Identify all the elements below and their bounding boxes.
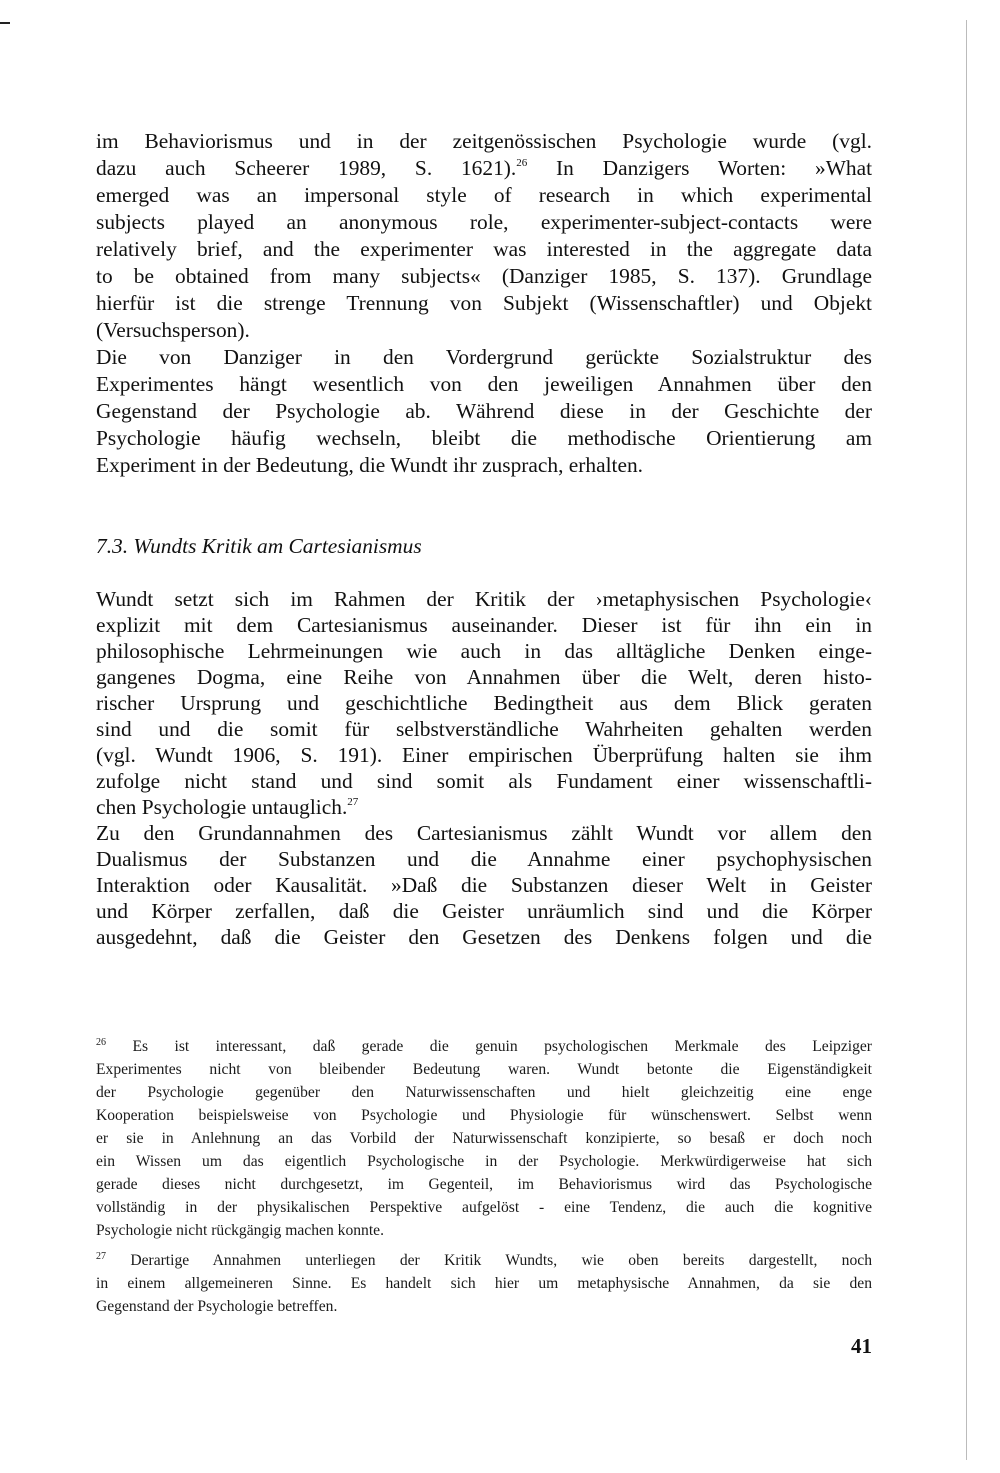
body-line: subjects played an anonymous role, experimenter-subject-contacts were bbox=[96, 210, 872, 234]
footnote-line: Gegenstand der Psychologie betreffen. bbox=[96, 1298, 338, 1315]
body-line: hierfür ist die strenge Trennung von Subjekt (Wissenschaftler) und Objekt bbox=[96, 291, 872, 315]
body-line bbox=[96, 155, 872, 181]
body-line: (Versuchsperson). bbox=[96, 318, 250, 342]
footnote-line: Kooperation beispielsweise von Psychologie und Physiologie für wünschenswert. Selbst wenn bbox=[96, 1107, 872, 1124]
body-line: im Behaviorismus und in der zeitgenössischen Psychologie wurde (vgl. bbox=[96, 129, 872, 153]
body-line: emerged was an impersonal style of research in which experimental bbox=[96, 183, 872, 207]
footnote-line: Experimentes nicht von bleibender Bedeutung waren. Wundt betonte die Eigenständigkeit bbox=[96, 1061, 872, 1078]
section-line bbox=[96, 794, 872, 820]
page-number: 41 bbox=[851, 1334, 872, 1358]
footnote-line-text: Es ist interessant, daß gerade die genuin psychologischen Merkmale des Leipziger bbox=[106, 1038, 872, 1055]
body-line: to be obtained from many subjects« (Danziger 1985, S. 137). Grundlage bbox=[96, 264, 872, 288]
footnote-line-text: Derartige Annahmen unterliegen der Kritik Wundts, wie oben bereits dargestellt, noch bbox=[106, 1252, 872, 1269]
footnote-line: er sie in Anlehnung an das Vorbild der Naturwissenschaft konzipierte, so besaß er doch noch bbox=[96, 1130, 872, 1147]
body-line: Experimentes hängt wesentlich von den jeweiligen Annahmen über den bbox=[96, 372, 872, 396]
footnote-line: ein Wissen um das eigentlich Psychologische in der Psychologie. Merkwürdigerweise hat sich bbox=[96, 1153, 872, 1170]
footnote-line bbox=[96, 1036, 872, 1058]
section-line: Interaktion oder Kausalität. »Daß die Substanzen dieser Welt in Geister bbox=[96, 873, 872, 897]
body-line: Experiment in der Bedeutung, die Wundt ihr zusprach, erhalten. bbox=[96, 453, 644, 477]
section-line: explizit mit dem Cartesianismus auseinander. Dieser ist für ihn ein in bbox=[96, 613, 872, 637]
section-line: Dualismus der Substanzen und die Annahme einer psychophysischen bbox=[96, 847, 872, 871]
section-line: ausgedehnt, daß die Geister den Gesetzen des Denkens folgen und die bbox=[96, 925, 872, 949]
section-line: Wundt setzt sich im Rahmen der Kritik der ›metaphysischen Psychologie‹ bbox=[96, 587, 872, 611]
footnote-line: Psychologie nicht rückgängig machen konnte. bbox=[96, 1222, 384, 1239]
section-line: rischer Ursprung und geschichtliche Bedingtheit aus dem Blick geraten bbox=[96, 691, 872, 715]
footnote-line: in einem allgemeineren Sinne. Es handelt sich hier um metaphysische Annahmen, da sie den bbox=[96, 1275, 872, 1292]
section-line: philosophische Lehrmeinungen wie auch in das alltägliche Denken einge- bbox=[96, 639, 872, 663]
section-line: und Körper zerfallen, daß die Geister unräumlich sind und die Körper bbox=[96, 899, 872, 923]
footnote-line: gerade dieses nicht durchgesetzt, im Gegenteil, im Behaviorismus wird das Psychologische bbox=[96, 1176, 872, 1193]
margin-dash bbox=[0, 22, 10, 24]
footnote-ref-27[interactable]: 27 bbox=[347, 796, 359, 808]
body-line-start: dazu auch Scheerer 1989, S. 1621). bbox=[96, 156, 517, 180]
section-line: sind und die somit für selbstverständliche Wahrheiten gehalten werden bbox=[96, 717, 872, 741]
body-line: relatively brief, and the experimenter was interested in the aggregate data bbox=[96, 237, 872, 261]
section-heading: 7.3. Wundts Kritik am Cartesianismus bbox=[96, 534, 422, 558]
body-line: Psychologie häufig wechseln, bleibt die methodische Orientierung am bbox=[96, 426, 872, 450]
scan-edge-line bbox=[966, 20, 967, 1460]
footnote-ref-26[interactable]: 26 bbox=[516, 157, 528, 169]
body-line: Die von Danziger in den Vordergrund gerückte Sozialstruktur des bbox=[96, 345, 872, 369]
section-line: (vgl. Wundt 1906, S. 191). Einer empirischen Überprüfung halten sie ihm bbox=[96, 743, 872, 767]
footnote-26-marker: 26 bbox=[96, 1037, 106, 1048]
body-line: Gegenstand der Psychologie ab. Während diese in der Geschichte der bbox=[96, 399, 872, 423]
body-line-rest: In Danzigers Worten: »What bbox=[527, 156, 873, 180]
section-line: zufolge nicht stand und sind somit als Fundament einer wissenschaftli- bbox=[96, 769, 872, 793]
section-line: Zu den Grundannahmen des Cartesianismus zählt Wundt vor allem den bbox=[96, 821, 872, 845]
section-line-text: chen Psychologie untauglich. bbox=[96, 795, 348, 819]
footnote-27-marker: 27 bbox=[96, 1251, 106, 1262]
section-line: gangenes Dogma, eine Reihe von Annahmen über die Welt, deren histo- bbox=[96, 665, 872, 689]
footnote-line: der Psychologie gegenüber den Naturwissenschaften und hielt gleichzeitig eine enge bbox=[96, 1084, 872, 1101]
footnote-line bbox=[96, 1250, 872, 1272]
footnote-line: vollständig in der physikalischen Perspektive aufgelöst - eine Tendenz, die auch die kognitive bbox=[96, 1199, 872, 1216]
